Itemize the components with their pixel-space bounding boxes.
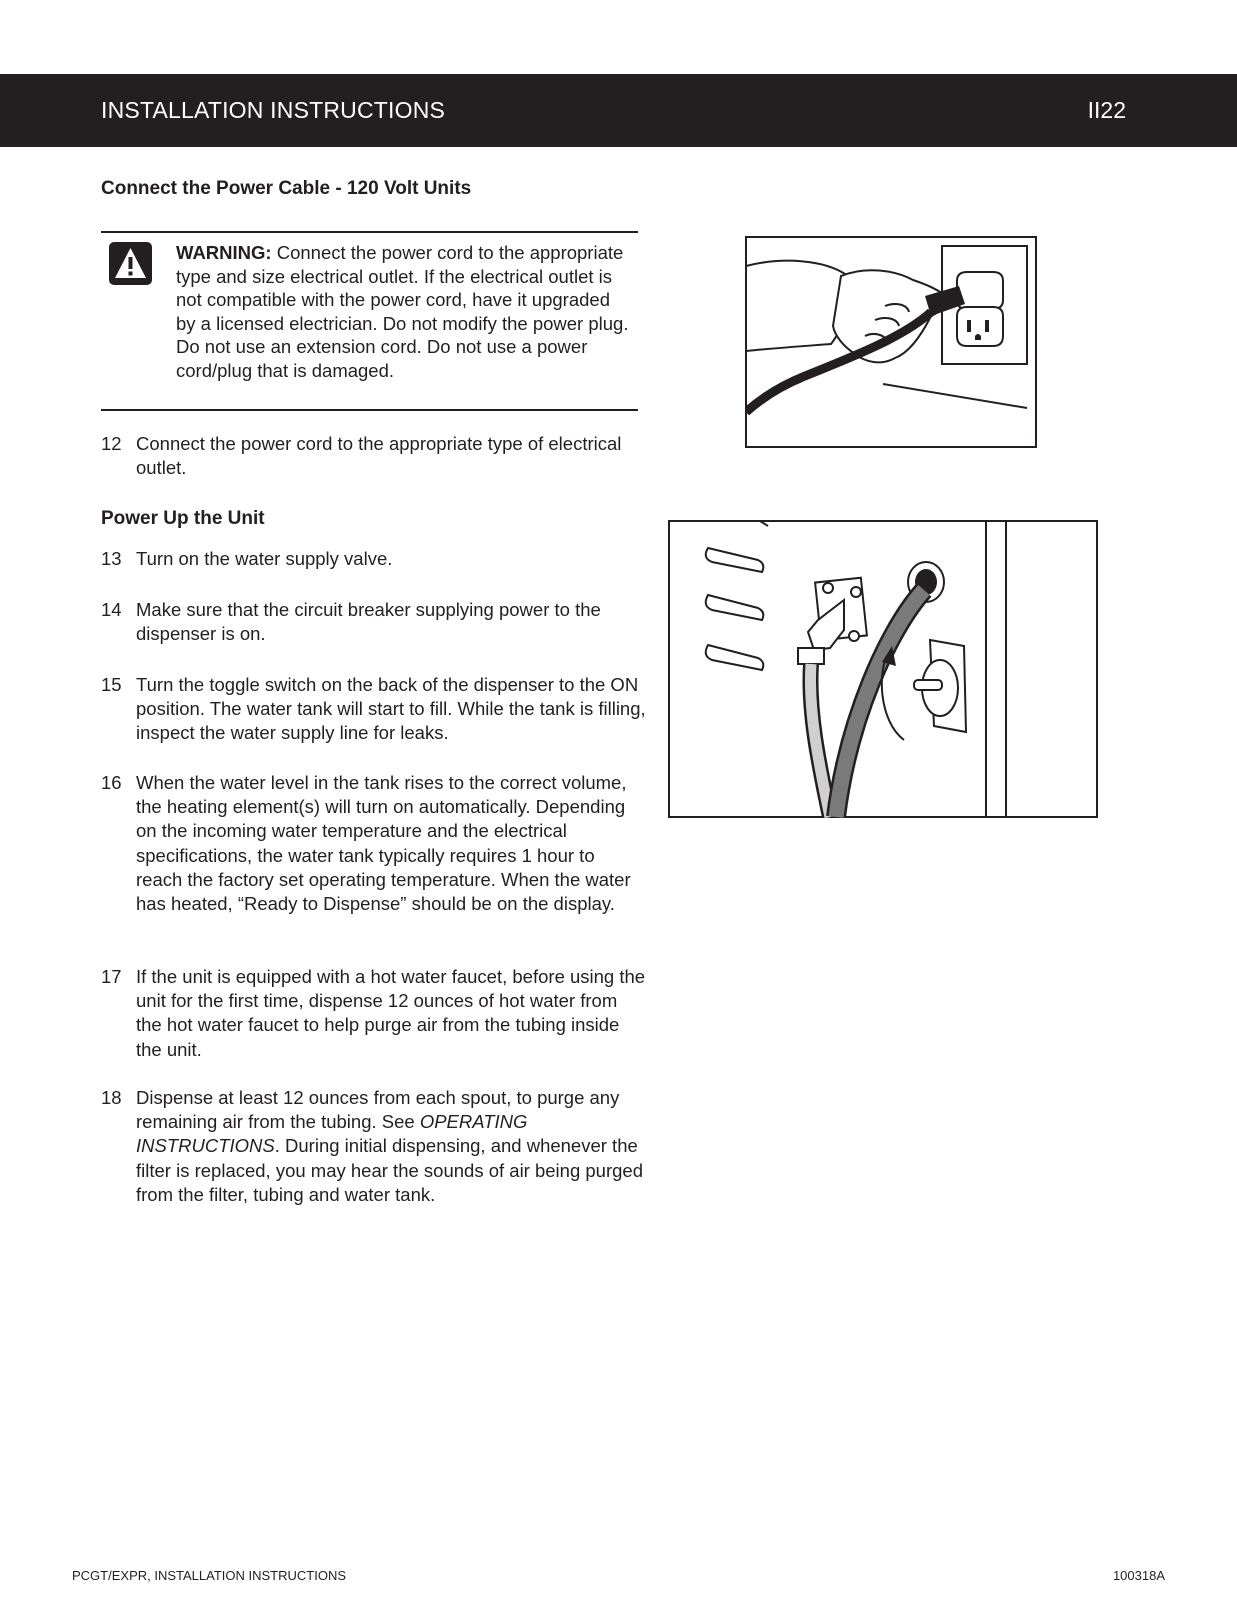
step-text: When the water level in the tank rises to the correct volume, the heating element(s) will turn on automatically. Depending on the incoming water temperature and the electrical specifications, the water tank typically requires 1 hour to reach the factory set operating temperature. When the water has heated, “Ready to Dispense” should be on the display. <box>136 772 631 915</box>
step-number: 18 <box>101 1087 122 1108</box>
page-title: INSTALLATION INSTRUCTIONS <box>101 97 446 123</box>
operating-instructions-ref: OPERATING INSTRUCTIONS <box>136 1111 528 1157</box>
footer-document-title: PCGT/EXPR, INSTALLATION INSTRUCTIONS <box>72 1568 346 1583</box>
step-13 <box>101 547 646 571</box>
step-14 <box>101 598 646 646</box>
step-text: Dispense at least 12 ounces from each spout, to purge any remaining air from the tubing. See OPERATING INSTRUCTIONS. During initial dispensing, and whenever the filter is replaced, you may hear the sounds of air being purged from the filter, tubing and water tank. <box>136 1087 643 1205</box>
header-bar <box>0 74 1237 147</box>
step-text: Turn the toggle switch on the back of the dispenser to the ON position. The water tank will start to fill. While the tank is filling, inspect the water supply line for leaks. <box>136 674 646 744</box>
step-18 <box>101 1086 646 1207</box>
warning-text <box>176 241 631 383</box>
section-heading-power-cable: Connect the Power Cable - 120 Volt Units <box>101 178 472 199</box>
dispenser-rear-toggle-switch-illustration <box>668 520 1098 818</box>
step-number: 15 <box>101 674 122 695</box>
step-number: 13 <box>101 548 122 569</box>
step-number: 17 <box>101 966 122 987</box>
section-heading-power-up: Power Up the Unit <box>101 508 265 529</box>
step-number: 16 <box>101 772 122 793</box>
step-text: Turn on the water supply valve. <box>136 548 393 569</box>
step-16 <box>101 771 646 916</box>
step-text: Connect the power cord to the appropriate type of electrical outlet. <box>136 433 622 479</box>
step-number: 14 <box>101 599 122 620</box>
step-12 <box>101 432 646 480</box>
step-17 <box>101 965 646 1062</box>
warning-body: Connect the power cord to the appropriate type and size electrical outlet. If the electrical outlet is not compatible with the power cord, have it upgraded by a licensed electrician. Do not modify the power plug. Do not use an extension cord. Do not use a power cord/plug that is damaged. <box>176 242 629 381</box>
footer-document-code: 100318A <box>1112 1568 1165 1583</box>
step-text: If the unit is equipped with a hot water faucet, before using the unit for the first time, dispense 12 ounces of hot water from the hot water faucet to help purge air from the tubing inside the unit. <box>136 966 646 1060</box>
warning-triangle-icon <box>109 242 152 285</box>
step-15 <box>101 673 646 746</box>
warning-lead: WARNING: <box>176 242 272 263</box>
hand-plugging-power-cord-illustration <box>745 236 1037 448</box>
step-number: 12 <box>101 433 122 454</box>
step-text: Make sure that the circuit breaker supplying power to the dispenser is on. <box>136 599 601 645</box>
warning-box <box>101 231 638 411</box>
page-code: II22 <box>1087 97 1126 123</box>
